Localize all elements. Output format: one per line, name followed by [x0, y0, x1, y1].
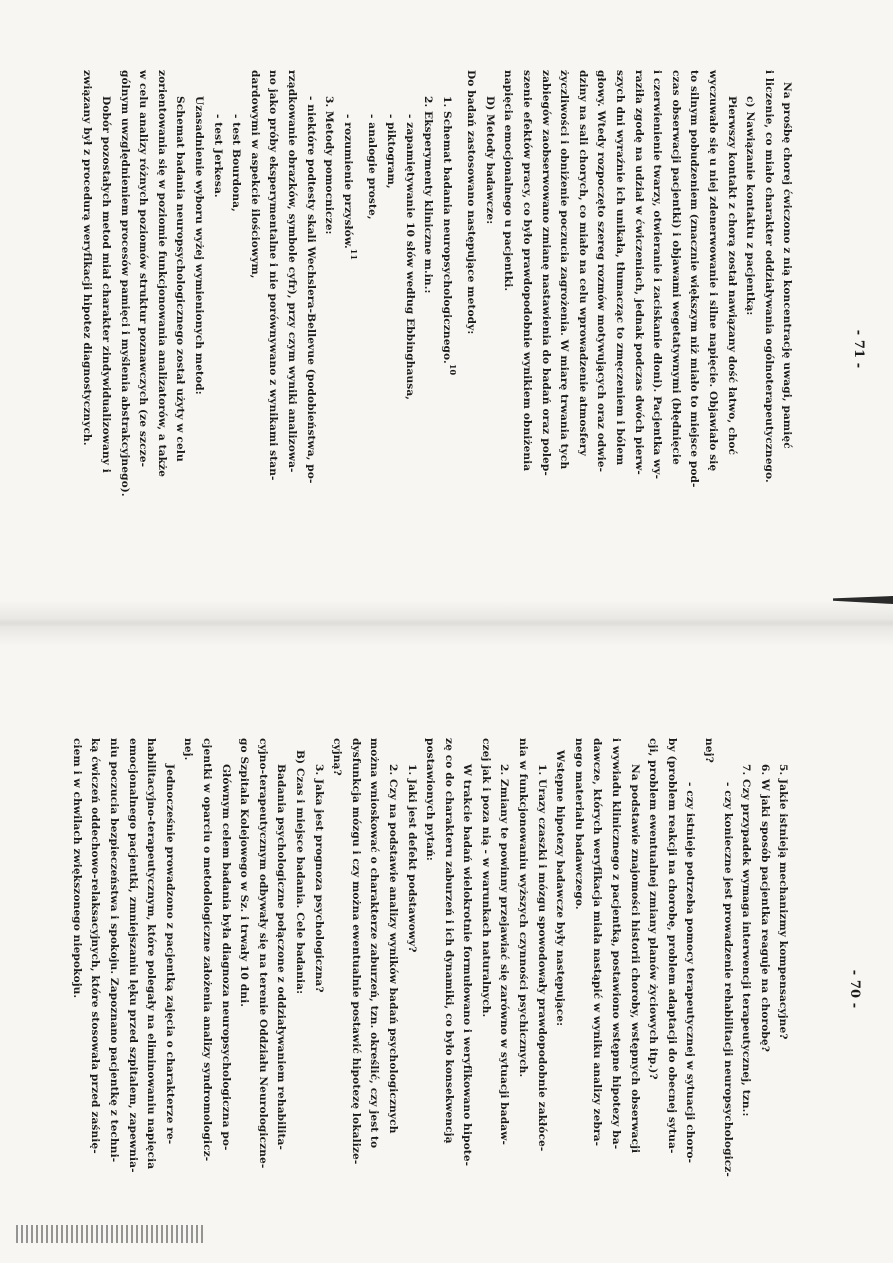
- text-line: Uzasadnienie wyboru wyżej wymienionych metod:: [193, 96, 205, 395]
- page-71: [0, 50, 893, 640]
- text-line: D) Metody badawcze:: [483, 96, 496, 225]
- footnote-marker: 10: [447, 363, 458, 376]
- text-line: postawionych pytań:: [424, 738, 437, 861]
- text-line: raziła zgodę na udział w ćwiczeniach, jednak podczas dwóch pierw-: [632, 70, 645, 475]
- text-line: 6. W jaki sposób pacjentka reaguje na chorobę?: [758, 764, 771, 1053]
- text-line: dawcze, których weryfikacja miała nastąpić w wyniku analizy zebra-: [591, 738, 604, 1147]
- text-line: czas obserwacji pacjentki) i objawami wegetatywnymi (błędnięcie: [669, 70, 682, 465]
- text-line: zabiegów zaobserwowano zmianę nastawienia do badań oraz polep-: [539, 70, 552, 476]
- text-line: Do badań zastosowano następujące metody:: [465, 70, 478, 335]
- text-line: ciem i w chwilach zwiększonego niepokoju.: [70, 738, 83, 999]
- text-line: W trakcie badań wielokrotnie formułowano i weryfikowano hipote-: [461, 764, 474, 1167]
- text-line: no jako próby eksperymentalne i nie porównywano z wynikami stan-: [267, 70, 280, 481]
- text-line: dziny na sali chorych, co miało na celu wprowadzenie atmosfery: [576, 70, 589, 456]
- text-line: Badania psychologiczne połączone z oddziaływaniem rehabilita-: [275, 764, 288, 1151]
- text-line: gólnym uwzględnieniem procesów pamięci i myślenia abstrakcyjnego).: [118, 70, 131, 497]
- page-70: [0, 640, 893, 1240]
- text-line: - analogie proste,: [366, 114, 379, 220]
- text-line: cjentki w oparciu o metodologiczne założenia analizy syndromologicz-: [201, 738, 213, 1162]
- text-line: Schemat badania neuropsychologicznego został użyty w celu: [174, 96, 187, 462]
- text-line: cji, problem ewentualnej zmiany planów życiowych itp.)?: [647, 738, 660, 1080]
- text-line: 2. Czy na podstawie analizy wyników badań psychologicznych: [386, 764, 399, 1134]
- text-line: habilitacyjno-terapeutycznym, które polegały na eliminowaniu napięcia: [145, 738, 158, 1170]
- text-line: głowy. Wtedy rozpoczęto szereg rozmów motywujących oraz odwie-: [595, 70, 608, 473]
- text-line: 7. Czy przypadek wymaga interwencji terapeutycznej, tzn.:: [740, 764, 753, 1117]
- text-line: 3. Metody pomocnicze:: [323, 96, 336, 235]
- text-line: - czy konieczne jest prowadzenie rehabilitacji neuropsychologicz-: [721, 782, 734, 1177]
- text-line: [338, 70, 363, 628]
- text-line: Na podstawie znajomości historii choroby, wstępnych obserwacji: [628, 764, 641, 1154]
- text-line: 2. Eksperymenty kliniczne m.in.:: [422, 96, 435, 294]
- text-line: niu poczucia bezpieczeństwa i spokoju. Zapoznano pacjentkę z techni-: [108, 738, 121, 1163]
- text-line: i wywiadu klinicznego z pacjentką, postawiono wstępne hipotezy ba-: [610, 738, 623, 1150]
- text-line: cyjną?: [331, 738, 344, 776]
- page-number: - 70 -: [847, 969, 862, 1009]
- text-line: zorientowania się w poziomie funkcjonowania analizatorów, a także: [155, 70, 168, 478]
- text-line: napięcia emocjonalnego u pacjentki.: [502, 70, 515, 292]
- text-line: i liczenie, co miało charakter oddziaływania ogólnoterapeutycznego.: [762, 70, 775, 483]
- text-line: 1. Jaki jest defekt podstawowy?: [405, 764, 418, 953]
- text-line: nej.: [182, 738, 195, 761]
- text-line: dardowymi w aspekcie ilościowym,: [248, 70, 261, 279]
- text-line: by (problem reakcji na chorobę, problem adaptacji do obecnej sytua-: [665, 738, 678, 1154]
- text-line: - zapamiętywanie 10 słów według Ebbinghausa,: [403, 114, 416, 401]
- text-line: szenie efektów pracy, co było prawdopodobnie wynikiem obniżenia: [521, 70, 534, 472]
- text-line: B) Czas i miejsce badania. Cele badania:: [293, 750, 306, 995]
- text-line: Głównym celem badania była diagnoza neuropsychologiczna po-: [219, 764, 232, 1151]
- text-line: - niektóre podtesty skali Wechslera-Bellevue (podobieństwa, po-: [304, 96, 317, 484]
- text-line: nia w funkcjonowaniu wyższych czynności psychicznych.: [517, 738, 530, 1078]
- page-number: - 71 -: [851, 329, 866, 369]
- text-line: rządkowanie obrazków, symbole cyfr), przy czym wyniki analizowa-: [285, 70, 298, 473]
- text-line: ką ćwiczeń oddechowo-relaksacyjnych, które stosowała przed zaśnię-: [89, 738, 102, 1154]
- text-line: cyjno-terapeutycznym odbywały się na terenie Oddziału Neurologiczne-: [256, 738, 269, 1169]
- text-line: [437, 70, 462, 628]
- text-line: i czerwienienie twarzy, otwieranie i zaciskanie dłoni). Pacjentka wy-: [651, 70, 664, 480]
- text-line: - test Bourdona,: [230, 114, 243, 212]
- text-line: emocjonalnego pacjentki, zmniejszaniu lęku przed szpitalem, zapewnia-: [126, 738, 139, 1173]
- text-line-content: - rozumienie przysłów.: [341, 114, 354, 249]
- text-line: Na prośbę chorej ćwiczono z nią koncentrację uwagi, pamięć: [781, 82, 794, 449]
- text-line: Dobór pozostałych metod miał charakter zindywidualizowany i: [100, 96, 113, 473]
- text-line: życzliwości i obniżenie poczucia zagrożenia. W miarę trwania tych: [558, 70, 571, 470]
- text-line: można wnioskować o charakterze zaburzeń, tzn. określić, czy jest to: [368, 738, 381, 1149]
- text-line: go Szpitala Kolejowego w Sz. i trwały 10 dni.: [238, 738, 251, 1008]
- text-line: nego materiału badawczego.: [572, 738, 585, 910]
- text-line: nej?: [703, 738, 716, 763]
- footnote-marker: 11: [348, 248, 359, 261]
- text-line: 5. Jakie istnieją mechanizmy kompensacyjne?: [777, 764, 790, 1040]
- text-line-content: 1. Schemat badania neuropsychologicznego.: [440, 96, 453, 364]
- text-line: - piktogram,: [384, 114, 397, 189]
- text-line: dysfunkcja mózgu i czy można ewentualnie postawić hipotezę lokalize-: [349, 738, 362, 1165]
- text-line: wyczuwało się u niej zdenerwowanie i silne napięcie. Objawiało się: [707, 70, 720, 472]
- text-line: szych dni wyraźnie ich unikała, tłumacząc to zmęczeniem i bólem: [614, 70, 627, 466]
- text-line: - test Jerkesa.: [211, 114, 224, 198]
- text-line: - czy istnieje potrzeba pomocy terapeutycznej w sytuacji choro-: [684, 782, 697, 1164]
- text-line: 1. Urazy czaszki i mózgu spowodowały prawdopodobnie zakłóce-: [535, 764, 548, 1152]
- text-line: w celu analizy różnych poziomów struktur poznawczych (ze szcze-: [137, 70, 150, 468]
- text-line: Pierwszy kontakt z chorą został nawiązany dość łatwo, choć: [725, 96, 738, 456]
- text-line: Wstępne hipotezy badawcze były następujące:: [554, 750, 567, 1027]
- text-line: zę co do charakteru zaburzeń i ich dynamiki, co było konsekwencją: [442, 738, 455, 1144]
- text-line: 2. Zmiany te powinny przejawiać się zarówno w sytuacji badaw-: [498, 764, 511, 1145]
- text-line: związany był z procedurą weryfikacji hipotez diagnostycznych.: [81, 70, 94, 446]
- text-line: to silnym pobudzeniem (znacznie większym niż miało to miejsce pod-: [688, 70, 701, 488]
- text-line: czej jak i poza nią - w warunkach naturalnych.: [479, 738, 492, 1018]
- text-line: 3. Jaka jest prognoza psychologiczna?: [312, 764, 325, 993]
- text-line: c) Nawiązanie kontaktu z pacjentką:: [744, 96, 757, 316]
- text-line: Jednocześnie prowadzono z pacjentką zajęcia o charakterze re-: [163, 764, 176, 1145]
